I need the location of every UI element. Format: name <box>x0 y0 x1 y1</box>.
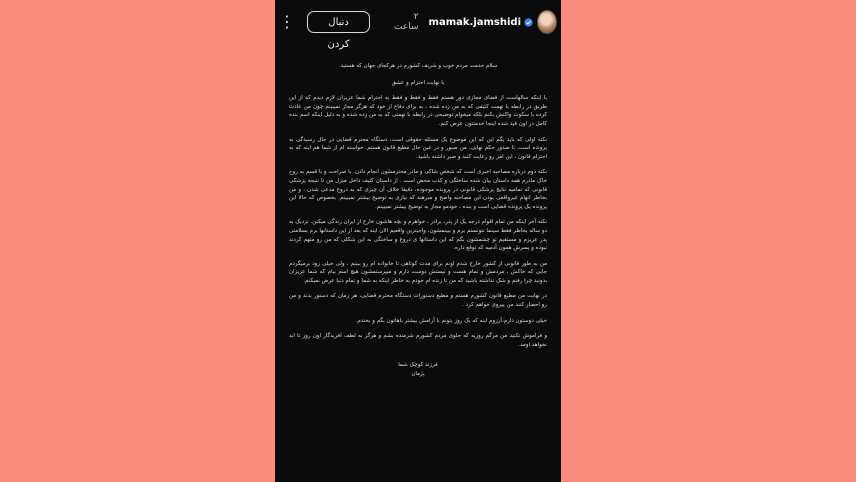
letter-respect: با نهایت احترام و عشق <box>391 79 445 86</box>
letter-paragraph-7: خیلی دوستون دارم،آرزوم اینه که یک روز بتونم با آرامش بیشتر باهاتون بگم و بخندم. <box>355 317 547 324</box>
story-header <box>279 8 557 50</box>
letter-paragraph-3: نکته دوم درباره مصاحبه اخیری است که شخص شاکی و مادر محترمشون انجام دادن. با صراحت و با قسم به روح خاک مادرم همه داستان بیان شده ساختگی و کذب محض است . از داستان کثیف داخل منزل من تا نتیجه پزشکی قانونی که تمامیه نتایج پزشکی قانونی در پرونده موجوده، دقیقا خلاف آن چیزی که به دروغ مدعی شدن ، و من بخاطر اتهام غیرواقعی بودن این مصاحبه واضح و مبرهنه که نیازی به توضیح بیشتر نمیبینم. بخصوص که حالا این پرونده یک پرونده قضایی است و بنده ، خودمو مجاز به توضیح بیشتر نمیبینم. <box>289 169 547 210</box>
avatar[interactable] <box>537 10 557 34</box>
letter-signature: فرزند کوچک شما <box>398 362 438 369</box>
story-viewer <box>275 0 561 482</box>
letter-paragraph-8: و فراموش نکنید من مرگم روزیه که جلوی مردم کشورم شرمنده بشم و هرگز به لطف افریدگار اون روز تا ابد نخواهد اومد. <box>289 333 547 348</box>
username[interactable]: mamak.jamshidi <box>428 16 521 28</box>
letter-paragraph-5: من به طور قانونی از کشور خارج شدم اونم برای مدت کوتاهی تا خانواده ام رو ببینم ، ولی خیلی زود برمیگردم جایی که خاکش ، مردمش و تمام هست و نیستش دوست دارم و میپرستمشون هیچ اسم بیام که شما عزیزان بدونید چرا رفتم و شک نداشته باشید که من تا زنده ام خودم به خاطر اینکه به شما و تمام دنیا عرض نمیکنم. <box>289 260 547 284</box>
letter-paragraph-4: نکته آخر اینکه من تمام اقوام درجه یک از پدر، برادر ، خواهرم و بچه هاشون خارج از ایران زندگی میکنن. نزدیک به دو ساله بخاطر فقط سینما نتونستم برم و ببینمشون، واجبترین واقعیم الان اینه که بعد از این داستانها برم بسلامتی پدر عزیزم و مستقیم تو چشمشون بگم که این داستانها ی دروغ و ساختگی به این شکلی که من رو متهم کردند نبوده و پسرش همون آدمیه که توقع داره. <box>289 219 547 252</box>
letter-signature-name: پژمان <box>411 371 425 378</box>
letter-paragraph-1: با اینکه سالهاست از فضای مجازی دور هستم فقط و فقط و فقط به احترام شما عزیزان لازم دیدم که از این طریق در رابطه با تهمت کثیفی که به من زده شده ، به برای دفاع از خود که هرگز مجاز نمیبینم چون من عادت کرده با سکوت واکنش بکنم بلکه میخوام توضیحی در رابطه با تهمتی که به من زده شده و به دلیل اینکه اسم بنده کامل در اون قید شده اینجا خدمتتون عرض کنم. <box>289 95 547 127</box>
letter-paragraph-6: در نهایت من مطیع قانون کشورم هستم و مطیع دستورات دستگاه محترم قضایی، هر زمان که دستور بدند و من رو احضار کنند من پیروی خواهم کرد . <box>289 293 547 309</box>
letter-greeting: سلام خدمت مردم خوب و شریف کشورم در هرکجای جهان که هستید. <box>338 63 498 69</box>
letter-text <box>289 56 547 482</box>
post-time: ۲ ساعت <box>394 12 419 32</box>
letter-paragraph-2: نکته اولی که باید بگم این که این موضوع یک مسئله حقوقی است، دستگاه محترم قضایی در حال رسیدگی به پرونده است، تا صدور حکم نهایی، من صبور و در عین حال مطیع قانون هستم. خواسته ام از شما هم اینه که به احترام قانون ، این امر رو رعایت کنید و صبر داشته باشید. <box>289 136 547 160</box>
more-options-icon[interactable]: ⋮ <box>279 12 295 31</box>
verified-badge-icon <box>524 17 533 28</box>
follow-button[interactable]: دنبال کردن <box>307 11 370 33</box>
